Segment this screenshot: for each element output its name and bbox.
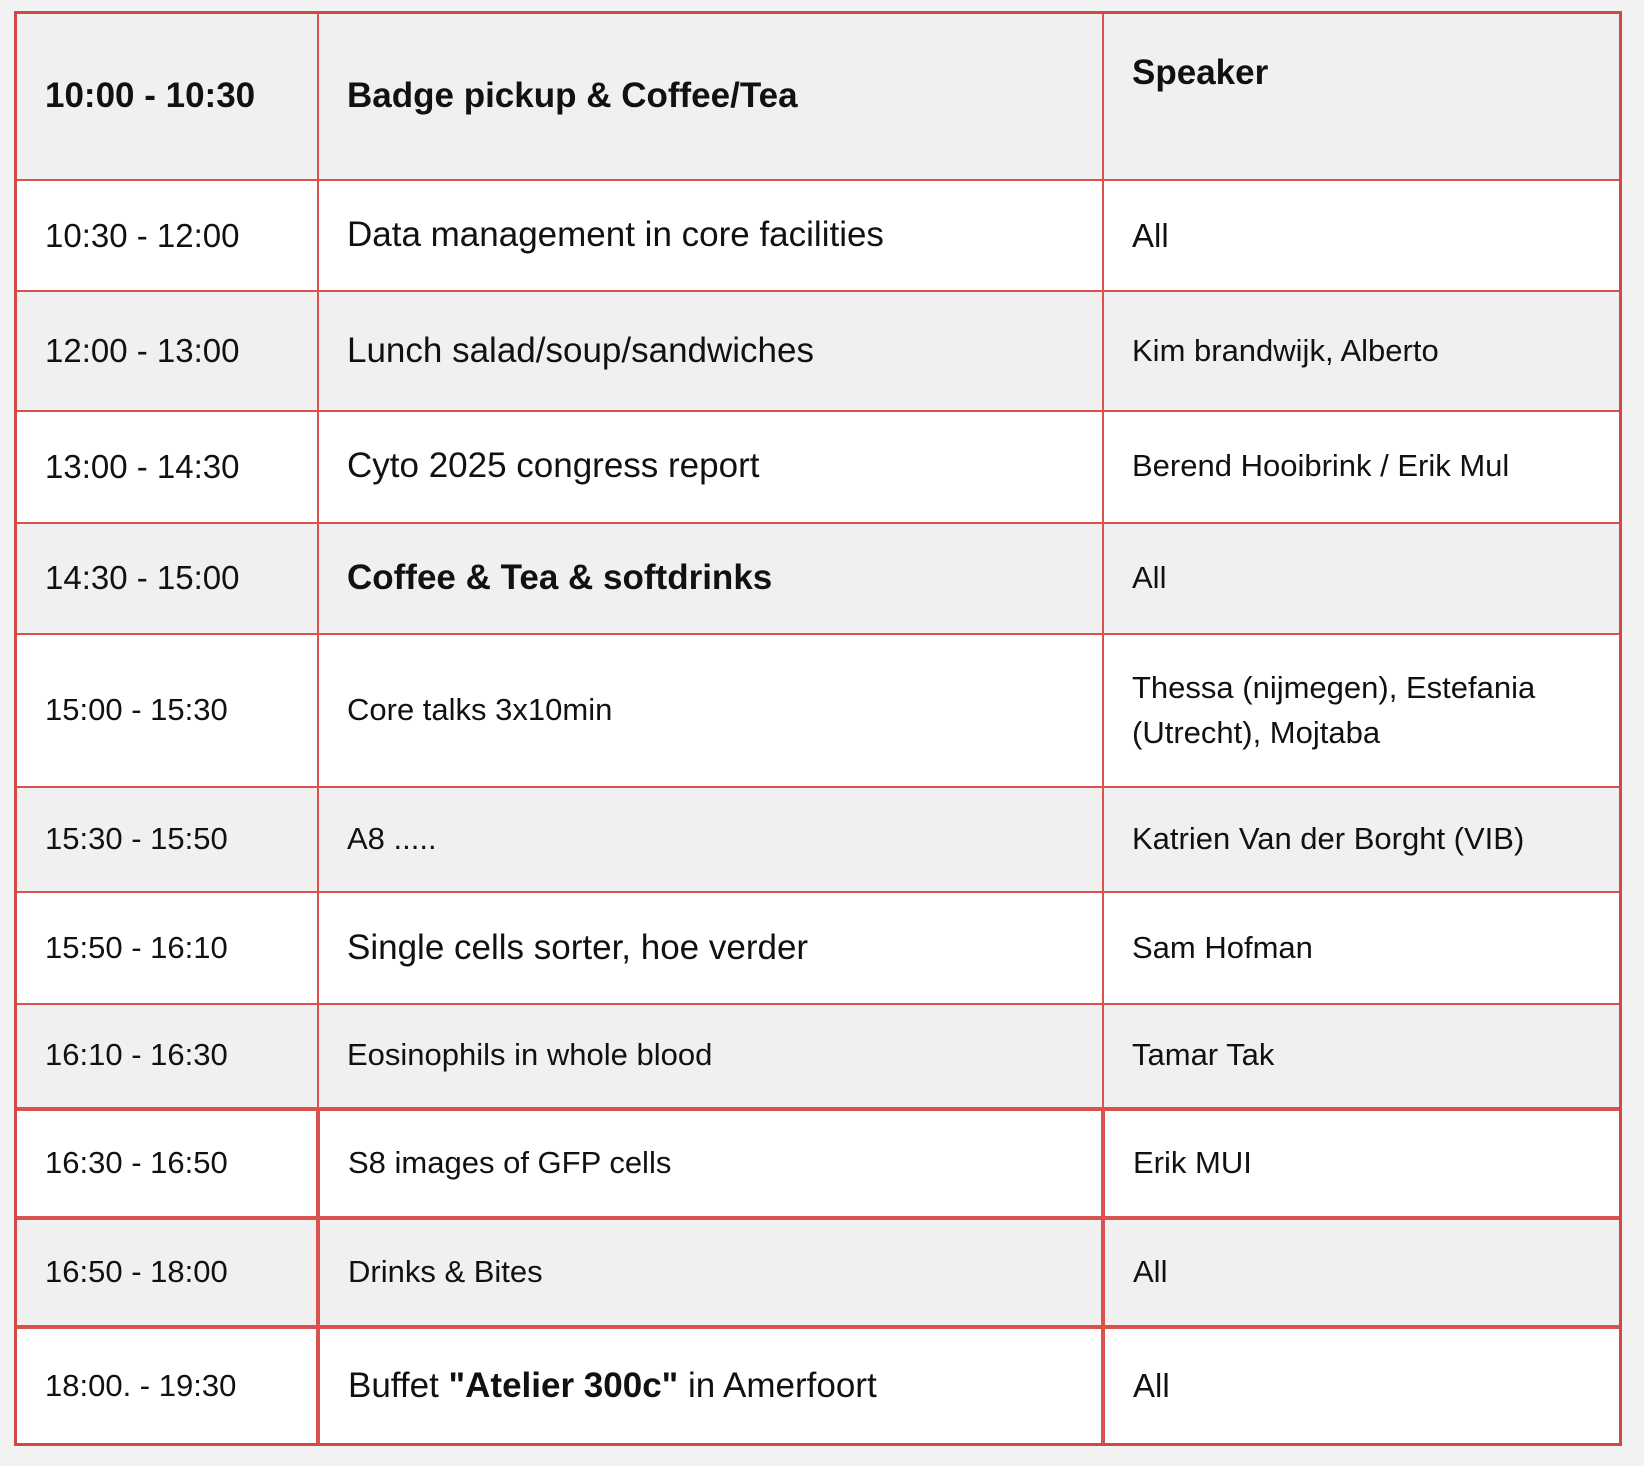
row-topic: S8 images of GFP cells	[348, 1144, 672, 1180]
schedule-table-frame	[14, 11, 1622, 1446]
row-topic: Data management in core facilities	[347, 215, 884, 255]
topic-cell	[318, 787, 1103, 892]
time-cell	[17, 523, 318, 634]
row-topic: Cyto 2025 congress report	[347, 446, 760, 486]
row-topic: Lunch salad/soup/sandwiches	[347, 330, 814, 370]
speaker-cell	[1103, 892, 1619, 1003]
table-row	[17, 180, 1619, 291]
topic-cell	[318, 1109, 1103, 1218]
schedule-table	[17, 14, 1619, 1443]
topic-cell	[318, 1004, 1103, 1109]
row-speaker: Erik MUI	[1133, 1144, 1252, 1180]
row-topic: Coffee & Tea & softdrinks	[347, 557, 773, 597]
row-time: 18:00. - 19:30	[45, 1367, 237, 1403]
time-cell	[17, 291, 318, 411]
time-cell	[17, 892, 318, 1003]
row-topic-prefix: Buffet	[348, 1365, 449, 1405]
header-time: 10:00 - 10:30	[45, 76, 256, 116]
speaker-cell	[1103, 1004, 1619, 1109]
row-speaker: Katrien Van der Borght (VIB)	[1132, 821, 1525, 857]
header-speaker-label: Speaker	[1132, 53, 1269, 92]
row-time: 13:00 - 14:30	[45, 447, 240, 485]
row-speaker: Kim brandwijk, Alberto	[1132, 332, 1439, 368]
speaker-cell	[1103, 1109, 1619, 1218]
table-row	[17, 787, 1619, 892]
row-topic: A8 .....	[347, 821, 437, 857]
speaker-cell	[1103, 634, 1619, 787]
row-speaker: Thessa (nijmegen), Estefania (Utrecht), Mojtaba	[1132, 669, 1536, 750]
topic-cell	[318, 180, 1103, 291]
table-row	[17, 411, 1619, 522]
row-speaker: All	[1132, 216, 1169, 254]
row-topic: Drinks & Bites	[348, 1254, 543, 1290]
speaker-cell	[1103, 787, 1619, 892]
time-cell	[17, 1004, 318, 1109]
row-topic: Eosinophils in whole blood	[347, 1037, 713, 1073]
table-header-row	[17, 14, 1619, 180]
row-topic: Single cells sorter, hoe verder	[347, 927, 809, 967]
row-time: 15:50 - 16:10	[45, 929, 228, 965]
row-speaker: Tamar Tak	[1132, 1037, 1275, 1073]
row-speaker: Berend Hooibrink / Erik Mul	[1132, 448, 1510, 484]
topic-cell	[318, 1327, 1103, 1443]
row-topic-suffix: in Amerfoort	[678, 1365, 877, 1405]
row-time: 10:30 - 12:00	[45, 216, 240, 254]
row-topic	[348, 1366, 877, 1405]
speaker-cell	[1103, 291, 1619, 411]
table-row	[17, 1218, 1619, 1327]
header-topic-cell	[318, 14, 1103, 180]
table-row	[17, 1004, 1619, 1109]
time-cell	[17, 1327, 318, 1443]
table-row	[17, 1109, 1619, 1218]
table-row	[17, 291, 1619, 411]
table-row	[17, 892, 1619, 1003]
row-time: 16:30 - 16:50	[45, 1144, 228, 1180]
time-cell	[17, 787, 318, 892]
topic-cell	[318, 634, 1103, 787]
time-cell	[17, 1218, 318, 1327]
row-speaker: Sam Hofman	[1132, 929, 1313, 965]
speaker-cell	[1103, 180, 1619, 291]
header-topic: Badge pickup & Coffee/Tea	[347, 76, 798, 116]
time-cell	[17, 634, 318, 787]
speaker-cell	[1103, 1218, 1619, 1327]
row-speaker: All	[1133, 1254, 1168, 1290]
time-cell	[17, 411, 318, 522]
row-time: 16:10 - 16:30	[45, 1037, 228, 1073]
row-time: 15:00 - 15:30	[45, 692, 228, 728]
speaker-cell	[1103, 1327, 1619, 1443]
table-row	[17, 523, 1619, 634]
row-time: 12:00 - 13:00	[45, 332, 240, 370]
row-topic: Core talks 3x10min	[347, 692, 613, 728]
time-cell	[17, 180, 318, 291]
table-row	[17, 1327, 1619, 1443]
row-speaker: All	[1133, 1367, 1170, 1405]
row-time: 15:30 - 15:50	[45, 821, 228, 857]
table-row	[17, 634, 1619, 787]
row-topic-venue: "Atelier 300c"	[448, 1365, 679, 1405]
topic-cell	[318, 1218, 1103, 1327]
time-cell	[17, 1109, 318, 1218]
topic-cell	[318, 892, 1103, 1003]
topic-cell	[318, 291, 1103, 411]
speaker-cell	[1103, 411, 1619, 522]
speaker-cell	[1103, 523, 1619, 634]
header-time-cell	[17, 14, 318, 180]
row-time: 14:30 - 15:00	[45, 559, 240, 597]
topic-cell	[318, 523, 1103, 634]
topic-cell	[318, 411, 1103, 522]
row-time: 16:50 - 18:00	[45, 1254, 228, 1290]
row-speaker: All	[1132, 559, 1167, 595]
header-speaker-cell	[1103, 14, 1619, 180]
